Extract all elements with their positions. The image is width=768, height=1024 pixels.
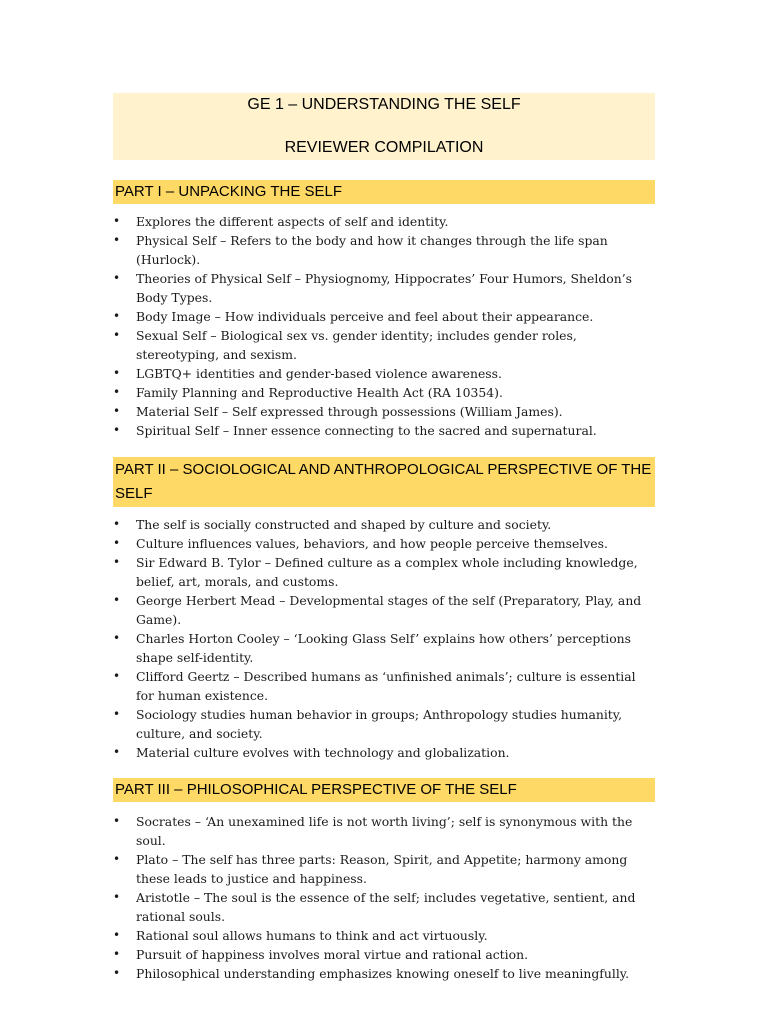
section-list-part-2 xyxy=(113,515,655,762)
list-item: • Spiritual Self – Inner essence connecting to the sacred and supernatural. xyxy=(113,423,597,438)
title-box xyxy=(113,93,655,160)
list-item: • Body Image – How individuals perceive and feel about their appearance. xyxy=(113,309,594,324)
list-item: • Aristotle – The soul is the essence of the self; includes vegetative, sentient, and rational souls. xyxy=(113,890,636,924)
list-item: • Physical Self – Refers to the body and how it changes through the life span (Hurlock). xyxy=(113,233,608,267)
list-item: • Rational soul allows humans to think and act virtuously. xyxy=(113,928,488,943)
bullet-icon: • xyxy=(113,423,121,437)
list-item: • Culture influences values, behaviors, and how people perceive themselves. xyxy=(113,536,608,551)
list-item: • Clifford Geertz – Described humans as ‘unfinished animals’; culture is essential for human existence. xyxy=(113,669,636,703)
list-item: • Explores the different aspects of self and identity. xyxy=(113,214,449,229)
list-item: • Philosophical understanding emphasizes knowing oneself to live meaningfully. xyxy=(113,966,630,981)
bullet-icon: • xyxy=(113,233,121,247)
list-item: • Sexual Self – Biological sex vs. gender identity; includes gender roles, stereotyping, and sexism. xyxy=(113,328,577,362)
bullet-icon: • xyxy=(113,214,121,228)
bullet-icon: • xyxy=(113,669,121,683)
section-heading-part-3: PART III – PHILOSOPHICAL PERSPECTIVE OF THE SELF xyxy=(113,778,655,802)
bullet-icon: • xyxy=(113,328,121,342)
bullet-icon: • xyxy=(113,271,121,285)
bullet-icon: • xyxy=(113,745,121,759)
bullet-icon: • xyxy=(113,517,121,531)
bullet-icon: • xyxy=(113,947,121,961)
list-item: • Pursuit of happiness involves moral virtue and rational action. xyxy=(113,947,529,962)
bullet-icon: • xyxy=(113,309,121,323)
bullet-icon: • xyxy=(113,966,121,980)
bullet-icon: • xyxy=(113,814,121,828)
bullet-icon: • xyxy=(113,536,121,550)
list-item: • LGBTQ+ identities and gender-based violence awareness. xyxy=(113,366,502,381)
section-heading-part-2: PART II – SOCIOLOGICAL AND ANTHROPOLOGICAL PERSPECTIVE OF THE SELF xyxy=(113,457,655,507)
bullet-icon: • xyxy=(113,852,121,866)
list-item: • Theories of Physical Self – Physiognomy, Hippocrates’ Four Humors, Sheldon’s Body Types. xyxy=(113,271,632,305)
list-item: • Plato – The self has three parts: Reason, Spirit, and Appetite; harmony among these leads to justice and happiness. xyxy=(113,852,628,886)
list-item: • Socrates – ‘An unexamined life is not worth living’; self is synonymous with the soul. xyxy=(113,814,633,848)
list-item: • Sociology studies human behavior in groups; Anthropology studies humanity, culture, and society. xyxy=(113,707,623,741)
document-title: GE 1 – UNDERSTANDING THE SELF xyxy=(247,96,521,113)
list-item: • Family Planning and Reproductive Health Act (RA 10354). xyxy=(113,385,503,400)
bullet-icon: • xyxy=(113,366,121,380)
bullet-icon: • xyxy=(113,928,121,942)
list-item: • The self is socially constructed and shaped by culture and society. xyxy=(113,517,552,532)
document-page xyxy=(113,93,655,983)
bullet-icon: • xyxy=(113,404,121,418)
section-heading-part-1: PART I – UNPACKING THE SELF xyxy=(113,180,655,204)
section-list-part-1 xyxy=(113,212,655,440)
list-item: • Material Self – Self expressed through possessions (William James). xyxy=(113,404,563,419)
bullet-icon: • xyxy=(113,555,121,569)
bullet-icon: • xyxy=(113,890,121,904)
list-item: • Charles Horton Cooley – ‘Looking Glass Self’ explains how others’ perceptions shape self-identity. xyxy=(113,631,632,665)
list-item: • George Herbert Mead – Developmental stages of the self (Preparatory, Play, and Game). xyxy=(113,593,642,627)
bullet-icon: • xyxy=(113,707,121,721)
bullet-icon: • xyxy=(113,385,121,399)
section-list-part-3 xyxy=(113,812,655,983)
bullet-icon: • xyxy=(113,593,121,607)
document-subtitle: REVIEWER COMPILATION xyxy=(284,139,484,156)
bullet-icon: • xyxy=(113,631,121,645)
list-item: • Material culture evolves with technology and globalization. xyxy=(113,745,510,760)
list-item: • Sir Edward B. Tylor – Defined culture as a complex whole including knowledge, belief, art, morals, and customs. xyxy=(113,555,638,589)
